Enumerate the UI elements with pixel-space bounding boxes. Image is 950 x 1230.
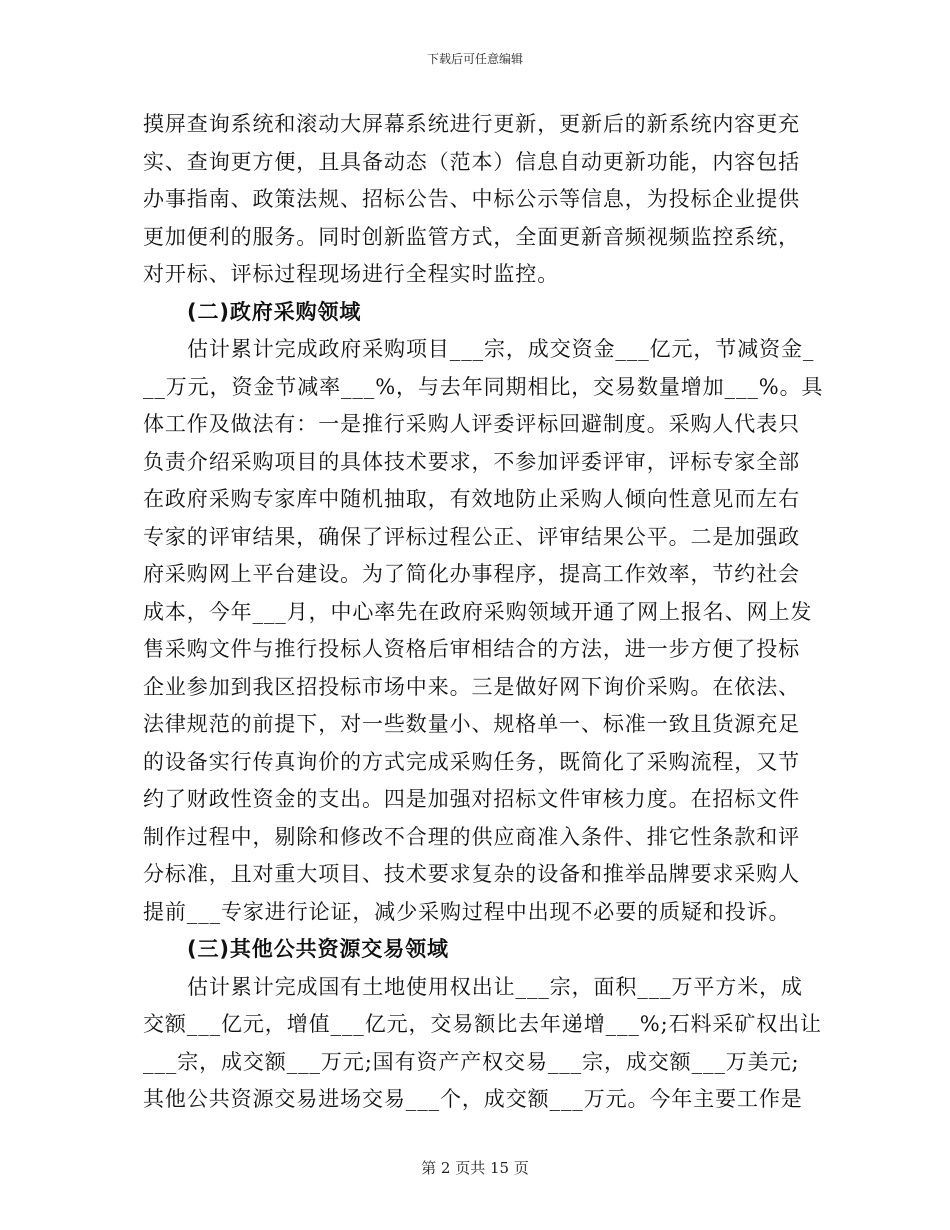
body-line: 负责介绍采购项目的具体技术要求，不参加评委评审，评标专家全部 xyxy=(143,449,800,474)
body-line: 法律规范的前提下，对一些数量小、规格单一、标准一致且货源充足 xyxy=(143,712,800,736)
body-line: 企业参加到我区招投标市场中来。三是做好网下询价采购。在依法、 xyxy=(143,674,800,699)
body-line: 的设备实行传真询价的方式完成采购任务，既简化了采购流程，又节 xyxy=(143,749,800,774)
page-header: 下载后可任意编辑 xyxy=(426,52,523,66)
body-line: 对开标、评标过程现场进行全程实时监控。 xyxy=(143,262,560,286)
body-line: 在政府采购专家库中随机抽取，有效地防止采购人倾向性意见而左右 xyxy=(143,487,800,511)
body-line: 更加便利的服务。同时创新监管方式，全面更新音频视频监控系统， xyxy=(143,224,800,249)
body-line: 其他公共资源交易进场交易___个，成交额___万元。今年主要工作是 xyxy=(143,1087,803,1111)
body-line: __万元，资金节减率___%，与去年同期相比，交易数量增加___%。具 xyxy=(143,374,824,399)
page-footer: 第 2 页共 15 页 xyxy=(421,1159,529,1177)
body-line: 实、查询更方便，且具备动态（范本）信息自动更新功能，内容包括 xyxy=(143,149,800,174)
body-line: ___宗，成交额___万元;国有资产产权交易___宗，成交额___万美元; xyxy=(143,1049,800,1074)
body-line: 估计累计完成国有土地使用权出让___宗，面积___万平方米，成 xyxy=(187,974,803,999)
body-line: 体工作及做法有：一是推行采购人评委评标回避制度。采购人代表只 xyxy=(143,412,800,436)
body-line: 估计累计完成政府采购项目___宗，成交资金___亿元，节减资金_ xyxy=(187,337,815,361)
body-line: 约了财政性资金的支出。四是加强对招标文件审核力度。在招标文件 xyxy=(143,787,800,811)
body-line: 提前___专家进行论证，减少采购过程中出现不必要的质疑和投诉。 xyxy=(143,899,791,924)
body-line: 专家的评审结果，确保了评标过程公正、评审结果公平。二是加强政 xyxy=(143,524,800,549)
body-line: 成本，今年___月，中心率先在政府采购领域开通了网上报名、网上发 xyxy=(143,599,813,624)
body-line: 制作过程中，剔除和修改不合理的供应商准入条件、排它性条款和评 xyxy=(143,824,800,849)
body-line: 办事指南、政策法规、招标公告、中标公示等信息，为投标企业提供 xyxy=(143,187,800,211)
section-heading-government-procurement: (二)政府采购领域 xyxy=(187,299,362,324)
document-body xyxy=(143,106,824,1119)
body-line: 府采购网上平台建设。为了简化办事程序，提高工作效率，节约社会 xyxy=(143,562,800,586)
body-line: 售采购文件与推行投标人资格后审相结合的方法，进一步方便了投标 xyxy=(143,637,800,661)
section-heading-other-public-resources: (三)其他公共资源交易领域 xyxy=(187,937,449,961)
body-line: 分标准，且对重大项目、技术要求复杂的设备和推举品牌要求采购人 xyxy=(143,862,800,886)
body-line: 交额___亿元，增值___亿元，交易额比去年递增___%;石料采矿权出让 xyxy=(143,1012,822,1036)
body-line: 摸屏查询系统和滚动大屏幕系统进行更新，更新后的新系统内容更充 xyxy=(143,112,800,136)
